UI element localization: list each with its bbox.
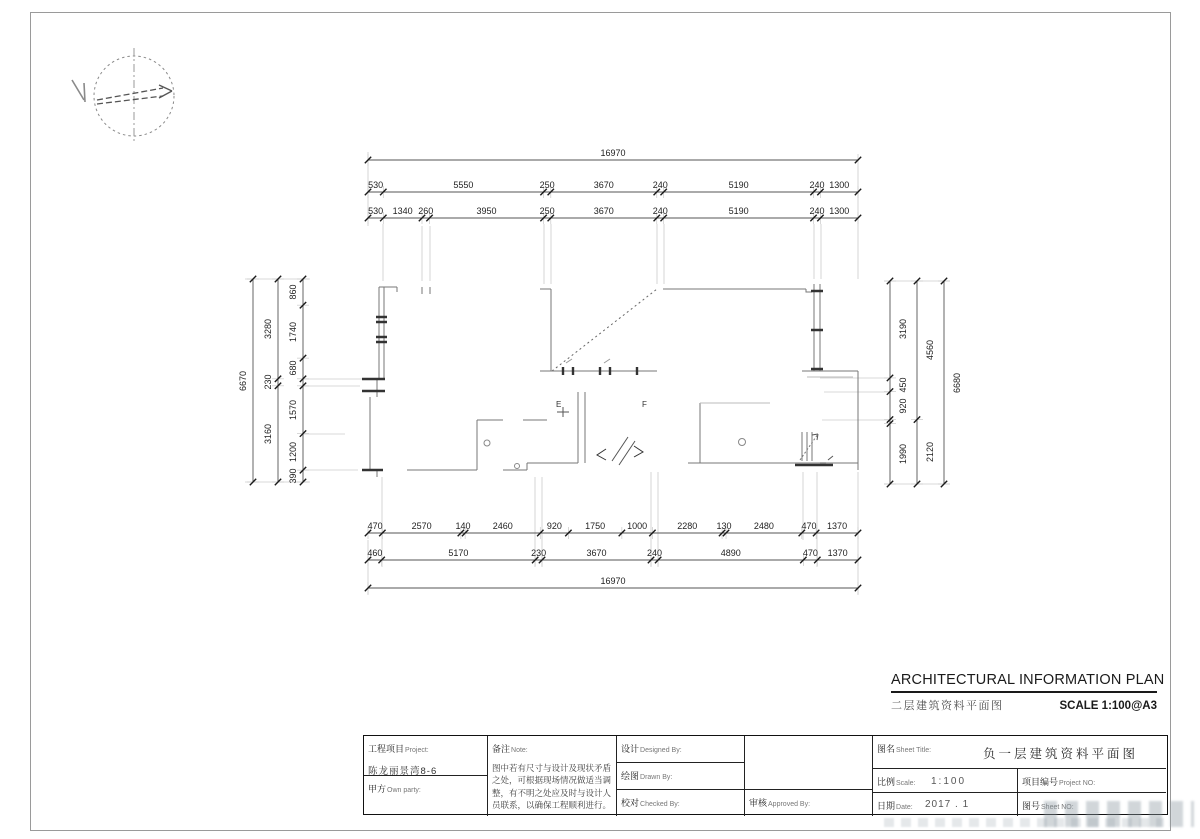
approved-label-en: Approved By: xyxy=(768,801,811,808)
dim-label: 1570 xyxy=(288,399,298,420)
dim-label: 1990 xyxy=(898,443,908,464)
note-label-en: Note: xyxy=(511,747,528,754)
dim-label: 3950 xyxy=(476,206,497,216)
drawn-cell xyxy=(617,763,745,790)
dim-label: 5190 xyxy=(728,206,749,216)
scale-cell xyxy=(873,769,1018,793)
dim-label: 860 xyxy=(288,284,298,300)
dim-label: 140 xyxy=(455,521,471,531)
date-cell xyxy=(873,793,1018,816)
plan-title-block xyxy=(891,672,1165,713)
dim-label: 240 xyxy=(652,180,668,190)
owner-label-en: Own party: xyxy=(387,787,421,794)
sheet-title-label-en: Sheet Title: xyxy=(896,747,932,754)
dim-label: 230 xyxy=(531,548,547,558)
dim-label: 3190 xyxy=(898,319,908,340)
project-label-en: Project: xyxy=(405,747,429,754)
owner-label-cn: 甲方 xyxy=(368,784,387,794)
project-no-label-en: Project NO: xyxy=(1059,780,1096,787)
page-subtitle-cn: 二层建筑资料平面图 xyxy=(891,700,1004,712)
scale-label-cn: 比例 xyxy=(877,777,896,787)
dim-label: 1200 xyxy=(288,441,298,462)
dim-label: 250 xyxy=(539,206,555,216)
note-label-cn: 备注 xyxy=(492,744,511,754)
dim-label: 2570 xyxy=(411,521,432,531)
dim-label: 240 xyxy=(809,180,825,190)
dim-label: 390 xyxy=(288,468,298,484)
approved-cell xyxy=(745,790,873,816)
dim-label: 2120 xyxy=(925,441,935,462)
date-label-cn: 日期 xyxy=(877,801,896,811)
sheet-title-cell xyxy=(873,736,1166,769)
drawn-label-cn: 绘图 xyxy=(621,771,640,781)
project-value: 陈龙丽景湾8-6 xyxy=(368,766,438,776)
dim-label: 1340 xyxy=(392,206,413,216)
dim-label: 5190 xyxy=(728,180,749,190)
page-title: ARCHITECTURAL INFORMATION PLAN xyxy=(891,672,1157,693)
dim-label: 1370 xyxy=(827,548,848,558)
project-no-cell xyxy=(1018,769,1166,793)
dim-label: 470 xyxy=(802,548,818,558)
sheet-no-label-cn: 图号 xyxy=(1022,801,1041,811)
dim-label: 680 xyxy=(288,360,298,376)
scale-label-en: Scale: xyxy=(896,780,916,787)
dim-label: 3160 xyxy=(263,423,273,444)
plan-marker-e: E xyxy=(556,400,562,409)
dim-label: 3670 xyxy=(586,548,607,558)
dim-label: 470 xyxy=(801,521,817,531)
dim-label: 1300 xyxy=(829,180,850,190)
dim-label: 130 xyxy=(716,521,732,531)
dim-label: 1740 xyxy=(288,321,298,342)
dim-label: 4890 xyxy=(720,548,741,558)
checked-label-cn: 校对 xyxy=(621,798,640,808)
dim-label: 470 xyxy=(367,521,383,531)
dim-label: 920 xyxy=(898,398,908,414)
note-cell xyxy=(488,736,617,816)
dim-label: 2280 xyxy=(677,521,698,531)
dim-label: 1750 xyxy=(585,521,606,531)
dim-label: 3670 xyxy=(593,180,614,190)
drawn-label-en: Drawn By: xyxy=(640,774,673,781)
plan-marker-f: F xyxy=(642,400,647,409)
dim-label: 530 xyxy=(368,180,384,190)
dim-label: 5550 xyxy=(453,180,474,190)
dim-label: 240 xyxy=(652,206,668,216)
dim-label: 3280 xyxy=(263,318,273,339)
blank-cell xyxy=(745,736,873,790)
sheet-title-value: 负一层建筑资料平面图 xyxy=(983,747,1139,761)
dimension-lines xyxy=(247,154,950,594)
scale-note: SCALE 1:100@A3 xyxy=(1059,700,1157,712)
designed-label-cn: 设计 xyxy=(621,744,640,754)
designed-cell xyxy=(617,736,745,763)
dim-label: 16970 xyxy=(600,148,626,158)
dim-label: 2480 xyxy=(753,521,774,531)
dim-label: 6670 xyxy=(238,370,248,391)
watermark-fragment xyxy=(884,818,1164,827)
dim-label: 450 xyxy=(898,377,908,393)
note-text: 图中若有尺寸与设计及现状矛盾之处，可根据现场情况做适当调整，有不明之处应及时与设计人员联系，以确保工程顺利进行。 xyxy=(492,763,612,810)
dim-label: 240 xyxy=(809,206,825,216)
dim-label: 2460 xyxy=(492,521,513,531)
dim-label: 240 xyxy=(647,548,663,558)
north-arrow-icon xyxy=(72,48,174,144)
dim-label: 4560 xyxy=(925,340,935,361)
designed-label-en: Designed By: xyxy=(640,747,682,754)
checked-cell xyxy=(617,790,745,816)
dim-label: 5170 xyxy=(448,548,469,558)
project-cell xyxy=(364,736,488,776)
dim-label: 530 xyxy=(368,206,384,216)
dim-label: 16970 xyxy=(600,576,626,586)
dim-label: 3670 xyxy=(593,206,614,216)
sheet-no-label-en: Sheet NO: xyxy=(1041,804,1074,811)
dim-label: 230 xyxy=(263,374,273,390)
dim-label: 6680 xyxy=(952,372,962,393)
dim-label: 460 xyxy=(367,548,383,558)
checked-label-en: Checked By: xyxy=(640,801,680,808)
project-label-cn: 工程项目 xyxy=(368,744,405,754)
date-value: 2017 . 1 xyxy=(925,799,970,810)
dim-label: 250 xyxy=(539,180,555,190)
dim-label: 1300 xyxy=(829,206,850,216)
approved-label-cn: 审核 xyxy=(749,798,768,808)
date-label-en: Date: xyxy=(896,804,913,811)
project-no-label-cn: 项目编号 xyxy=(1022,777,1059,787)
dim-label: 920 xyxy=(546,521,562,531)
scale-value: 1:100 xyxy=(931,776,967,787)
dim-label: 1000 xyxy=(627,521,648,531)
owner-cell xyxy=(364,776,488,816)
dim-label: 1370 xyxy=(827,521,848,531)
sheet-title-label-cn: 图名 xyxy=(877,744,896,754)
dim-label: 260 xyxy=(418,206,434,216)
floor-plan xyxy=(362,284,858,477)
